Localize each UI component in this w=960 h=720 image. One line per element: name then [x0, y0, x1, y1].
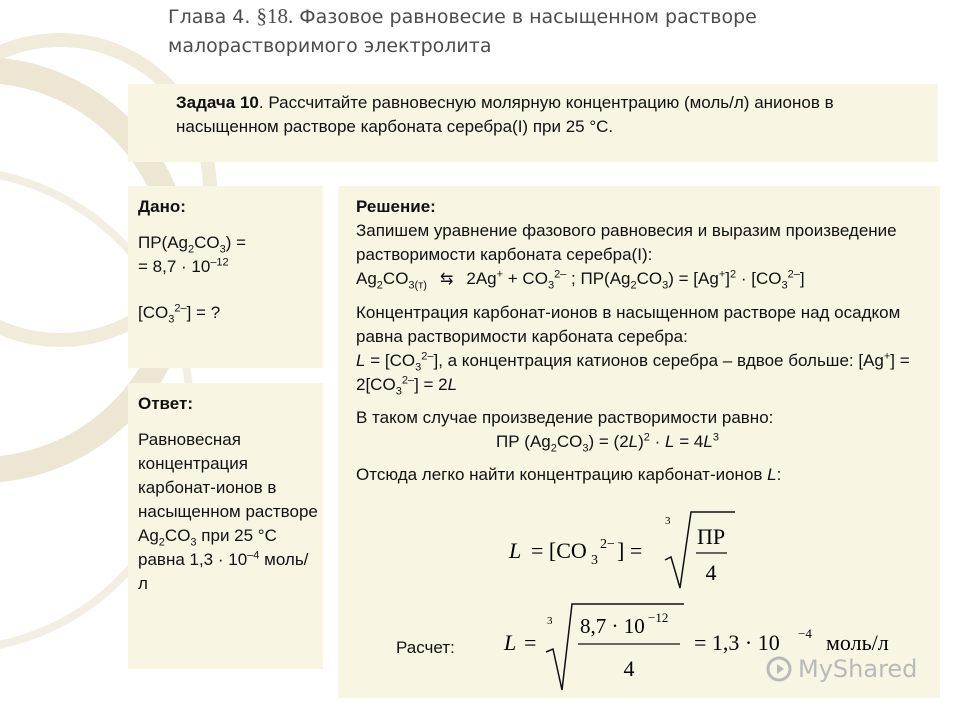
- solution-p4-text: Отсюда легко найти концентрацию карбонат-ионов: [356, 465, 763, 484]
- formula-eq1: = [CO: [531, 538, 587, 563]
- solution-heading: Решение:: [356, 197, 436, 216]
- formula-l: L: [509, 538, 522, 563]
- ksp-expression: ПР $(Ag_2CO_3) = (2L)^2 \cdot L = 4L^3$: [496, 431, 719, 455]
- given-box: [128, 186, 323, 368]
- header-title-line2: малорастворимого электролита: [168, 35, 492, 57]
- task-text: [176, 91, 916, 139]
- calc-numerator: 8,7 · 10: [580, 614, 645, 638]
- unknown-suffix: ] = ?: [186, 303, 221, 322]
- watermark-text: MyShared: [798, 655, 918, 683]
- formula-denominator: 4: [705, 560, 717, 585]
- solution-p3-line1: В таком случае произведение растворимости равно:: [356, 408, 774, 427]
- answer-text-main: Равновесная концентрация карбонат-ионов в насыщенном растворе Ag: [138, 430, 318, 545]
- solution-p1: Запишем уравнение фазового равновесия и выразим произведение растворимости карбоната серебра(I):: [356, 221, 897, 264]
- equilibrium-equation: $Ag_2CO_{3(т)}$ ⇆ $2Ag^+ + CO_3^{2-}$ ; $ПР(Ag_2CO_3) = [Ag^+]^2 \cdot [CO_3^{2-}]$: [356, 268, 805, 292]
- calc-result-exp: −4: [798, 626, 812, 641]
- calc-root-index: 3: [547, 615, 553, 627]
- slide-header: [168, 2, 938, 61]
- section-mark: §18.: [256, 4, 294, 28]
- task-statement: . Рассчитайте равновесную молярную концентрацию (моль/л) анионов в насыщенном растворе карбоната серебра(I) при 25 °С.: [176, 93, 834, 136]
- formula-sup: 2−: [600, 537, 615, 552]
- given-unknown: $[CO_3^{2-}]$ = ?: [138, 302, 221, 326]
- ksp-prefix: ПР(Ag: [138, 233, 189, 252]
- answer-text: Равновесная концентрация карбонат-ионов в насыщенном растворе $Ag_2CO_3$ при 25 °С равна $1,3 \cdot 10^{-4}$ моль/л: [138, 430, 318, 593]
- formula-sub3: 3: [591, 553, 598, 568]
- task-box: [128, 84, 938, 162]
- answer-box: [128, 383, 323, 669]
- solution-p2-conc: $L = [CO_3^{2-}]$, а концентрация катионов серебра – вдвое больше: $[Ag^+] = 2[CO_3^{2-}] = 2L$: [356, 350, 910, 398]
- watermark-logo-icon: [766, 655, 796, 685]
- answer-exp: –4: [247, 549, 260, 562]
- answer-text-tail: при 25 °С равна 1,3 · 10: [138, 526, 277, 569]
- chapter-label: Глава 4.: [168, 6, 251, 28]
- formula-root-index: 3: [665, 515, 671, 527]
- calc-label: Расчет:: [396, 638, 455, 657]
- ksp-eq: ) =: [225, 233, 247, 252]
- calc-result: = 1,3 · 10: [694, 630, 780, 655]
- formula-ksp: ПР: [696, 524, 726, 549]
- ksp-exp: –12: [210, 256, 229, 269]
- solution-p4-line1: Отсюда легко найти концентрацию карбонат-ионов L:: [356, 465, 782, 484]
- answer-heading: Ответ:: [138, 394, 193, 413]
- header-line-1: [168, 2, 938, 32]
- calc-exp: −12: [648, 610, 669, 625]
- cube-root-formula: [503, 504, 803, 594]
- equilibrium-arrows-icon: ⇆: [439, 271, 454, 288]
- calc-eq: =: [524, 630, 537, 655]
- given-ksp-value-line: [138, 255, 246, 279]
- ksp-value: = 8,7 · 10: [138, 257, 211, 276]
- solution-p2-conc-text: , а концентрация катионов серебра – вдвое больше: [Ag: [438, 351, 884, 370]
- task-label: Задача 10: [176, 93, 259, 112]
- solution-box: [338, 186, 940, 698]
- answer-unit: моль/л: [138, 550, 309, 593]
- calc-denominator: 4: [623, 656, 635, 681]
- header-title-line1: Фазовое равновесие в насыщенном растворе: [299, 6, 757, 28]
- calc-unit: моль/л: [826, 630, 889, 655]
- given-heading: Дано:: [138, 197, 186, 216]
- calc-l: L: [504, 630, 517, 655]
- solution-p2-line1: Концентрация карбонат-ионов в насыщенном растворе над осадком равна растворимости карбоната серебра:: [356, 303, 901, 346]
- formula-eq2: ] =: [617, 538, 643, 563]
- given-ksp-formula: $ПР(Ag_2CO_3)$ =: [138, 233, 247, 256]
